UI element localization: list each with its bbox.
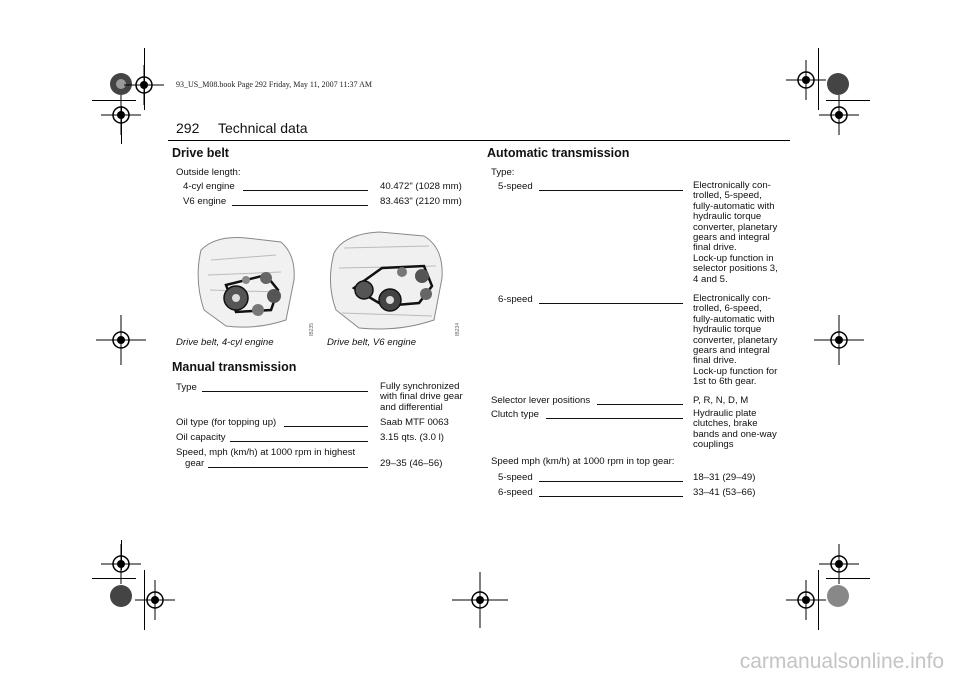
page-number: 292	[176, 120, 200, 136]
value-line: converter, planetary	[693, 334, 778, 346]
value-line: Electronically con-	[693, 180, 771, 191]
at-top-5speed-value: 18–31 (29–49)	[693, 472, 756, 483]
value-line: hydraulic torque	[693, 324, 762, 336]
registration-mark-icon	[91, 85, 151, 145]
at-6speed-label: 6-speed	[498, 294, 533, 305]
header-rule	[168, 140, 790, 141]
at-selector-label: Selector lever positions	[491, 395, 591, 406]
starburst-mark-icon	[808, 566, 868, 626]
value-line: final drive.	[693, 355, 737, 367]
at-selector-value: P, R, N, D, M	[693, 395, 749, 406]
drive-belt-4cyl-label: 4-cyl engine	[183, 181, 235, 192]
at-top-6speed-label: 6-speed	[498, 487, 533, 498]
value-line: and differential	[380, 401, 443, 413]
value-line: fully-automatic with	[693, 313, 775, 325]
at-6speed-value	[693, 294, 777, 388]
outside-length-label: Outside length:	[176, 167, 241, 178]
leader-line	[597, 404, 683, 405]
mt-type-label: Type	[176, 382, 197, 393]
value-line: trolled, 5-speed,	[693, 190, 762, 202]
at-clutch-label: Clutch type	[491, 409, 539, 420]
leader-line	[539, 496, 683, 497]
leader-line	[539, 303, 683, 304]
value-line: Lock-up function for	[693, 365, 778, 377]
at-top-6speed-value: 33–41 (53–66)	[693, 487, 756, 498]
value-line: gears and integral	[693, 345, 770, 357]
registration-mark-icon	[91, 310, 151, 370]
value-line: gears and integral	[693, 232, 770, 244]
figure-code: IB234	[455, 322, 461, 336]
leader-line	[546, 418, 683, 419]
mt-type-value	[380, 382, 463, 413]
mt-oil-type-label: Oil type (for topping up)	[176, 417, 277, 428]
print-slug: 93_US_M08.book Page 292 Friday, May 11, 2007 11:37 AM	[176, 80, 372, 89]
leader-line	[539, 481, 683, 482]
value-line: selector positions 3,	[693, 263, 778, 275]
mt-speed-label-cont: gear	[185, 458, 205, 469]
engine-4cyl-belt-illustration	[186, 230, 306, 335]
automatic-transmission-heading: Automatic transmission	[487, 146, 630, 160]
figure-code: IB235	[309, 322, 315, 336]
value-line: Hydraulic plate	[693, 408, 757, 419]
registration-mark-icon	[809, 85, 869, 145]
registration-mark-icon	[809, 310, 869, 370]
leader-line	[539, 190, 683, 191]
mt-oil-type-value: Saab MTF 0063	[380, 417, 449, 428]
value-line: with final drive gear	[380, 391, 463, 403]
drive-belt-v6-value: 83.463" (2120 mm)	[380, 196, 462, 207]
figure-caption-v6: Drive belt, V6 engine	[327, 337, 417, 348]
value-line: bands and one-way	[693, 428, 777, 440]
mt-speed-value: 29–35 (46–56)	[380, 458, 443, 469]
value-line: 1st to 6th gear.	[693, 376, 757, 388]
drive-belt-heading: Drive belt	[172, 146, 229, 160]
value-line: converter, planetary	[693, 221, 778, 233]
leader-line	[208, 467, 368, 468]
value-line: final drive.	[693, 242, 737, 254]
drive-belt-v6-label: V6 engine	[183, 196, 227, 207]
leader-line	[230, 441, 368, 442]
leader-line	[243, 190, 368, 191]
registration-mark-icon	[125, 570, 185, 630]
leader-line	[202, 391, 368, 392]
at-top-5speed-label: 5-speed	[498, 472, 533, 483]
value-line: Lock-up function in	[693, 252, 774, 264]
at-5speed-value	[693, 181, 778, 285]
value-line: Electronically con-	[693, 293, 771, 304]
at-clutch-value	[693, 409, 777, 451]
value-line: fully-automatic with	[693, 200, 775, 212]
bottom-watermark: carmanualsonline.info	[739, 650, 944, 673]
drive-belt-4cyl-value: 40.472" (1028 mm)	[380, 181, 462, 192]
mt-oil-capacity-value: 3.15 qts. (3.0 l)	[380, 432, 444, 443]
engine-v6-belt-illustration	[324, 228, 452, 336]
value-line: hydraulic torque	[693, 211, 762, 223]
leader-line	[284, 426, 368, 427]
section-title: Technical data	[218, 120, 308, 136]
value-line: Fully synchronized	[380, 381, 460, 392]
at-type-label: Type:	[491, 167, 515, 178]
mt-oil-capacity-label: Oil capacity	[176, 432, 226, 443]
value-line: trolled, 6-speed,	[693, 303, 762, 315]
leader-line	[232, 205, 368, 206]
value-line: clutches, brake	[693, 418, 758, 430]
manual-transmission-heading: Manual transmission	[172, 360, 297, 374]
at-top-gear-label: Speed mph (km/h) at 1000 rpm in top gear:	[491, 456, 675, 467]
value-line: couplings	[693, 439, 734, 451]
value-line: 4 and 5.	[693, 273, 728, 285]
figure-caption-4cyl: Drive belt, 4-cyl engine	[176, 337, 274, 348]
registration-mark-icon	[450, 570, 510, 630]
mt-speed-label: Speed, mph (km/h) at 1000 rpm in highest	[176, 447, 356, 458]
at-5speed-label: 5-speed	[498, 181, 533, 192]
